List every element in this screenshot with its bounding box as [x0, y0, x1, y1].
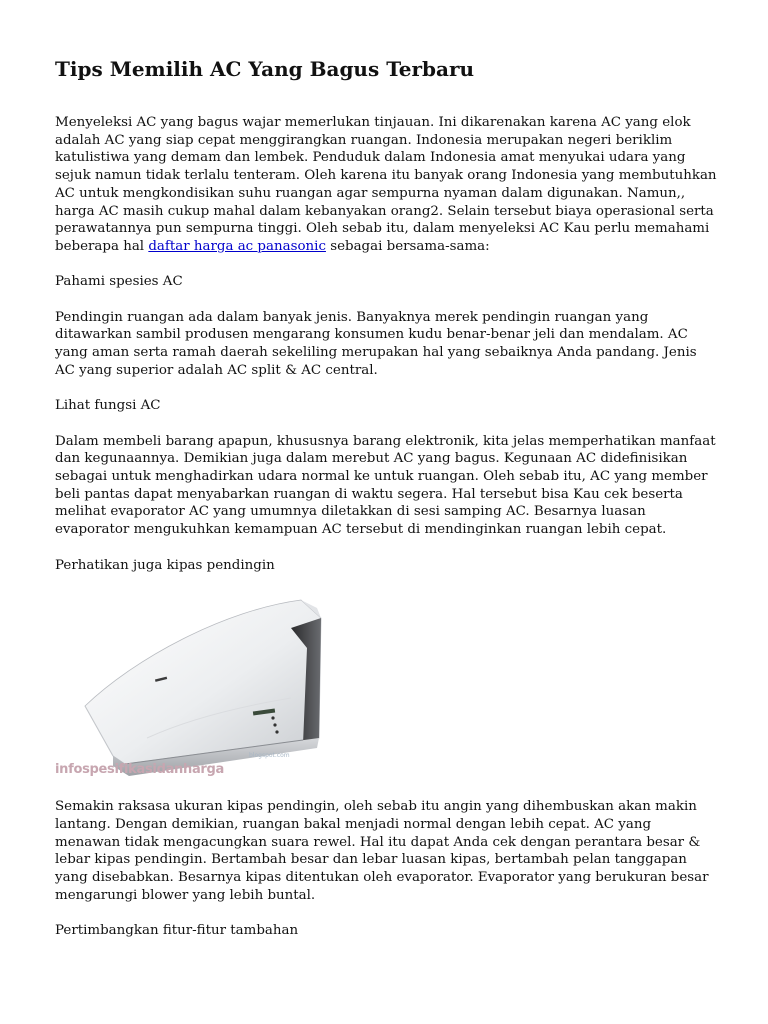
intro-text-end: sebagai bersama-sama:	[325, 238, 490, 254]
paragraph-types: Pendingin ruangan ada dalam banyak jenis. Banyaknya merek pendingin ruangan yang ditawarkan sambil produsen mengarang konsumen kudu benar-benar jeli dan mendalam. AC yang aman serta ramah daerah sekeliling merupakan hal yang sebaiknya Anda pandang. Jenis AC yang superior adalah AC split & AC central.	[55, 309, 697, 378]
paragraph-function: Dalam membeli barang apapun, khususnya barang elektronik, kita jelas memperhatikan manfaat dan kegunaannya. Demikian juga dalam merebut AC yang bagus. Kegunaan AC didefinisikan sebagai untuk menghadirkan udara normal ke untuk ruangan. Oleh sebab itu, AC yang member beli pantas dapat menyabarkan ruangan di waktu segera. Hal tersebut bisa Kau cek beserta melihat evaporator AC yang umumnya diletakkan di sesi samping AC. Besarnya luasan evaporator mengukuhkan kemampuan AC tersebut di mendinginkan ruangan lebih cepat.	[55, 433, 716, 538]
section-heading-features: Pertimbangkan fitur-fitur tambahan	[55, 923, 299, 939]
split-ac-illustration	[55, 588, 367, 784]
intro-text: Menyeleksi AC yang bagus wajar memerlukan tinjauan. Ini dikarenakan karena AC yang elok adalah AC yang siap cepat menggirangkan ruangan. Indonesia merupakan negeri beriklim katulistiwa yang demam dan lembek. Penduduk dalam Indonesia amat menyukai udara yang sejuk namun tidak terlalu tenteram. Oleh karena itu banyak orang Indonesia yang membutuhkan AC untuk mengkondisikan suhu ruangan agar sempurna nyaman dalam digunakan. Namun,, harga AC masih cukup mahal dalam kebanyakan orang2. Selain tersebut biaya operasional serta perawatannya pun sempurna tinggi. Oleh sebab itu, dalam menyeleksi AC Kau perlu memahami beberapa hal	[55, 115, 717, 254]
section-heading-fan: Perhatikan juga kipas pendingin	[55, 557, 275, 573]
section-heading-function: Lihat fungsi AC	[55, 398, 161, 414]
paragraph-fan: Semakin raksasa ukuran kipas pendingin, oleh sebab itu angin yang dihembuskan akan makin lantang. Dengan demikian, ruangan bakal menjadi normal dengan lebih cepat. AC yang menawan tidak mengacungkan suara rewel. Hal itu dapat Anda cek dengan perantara besar & lebar kipas pendingin. Bertambah besar dan lebar luasan kipas, bertambah pelan tanggapan yang disebabkan. Besarnya kipas ditentukan oleh evaporator. Evaporator yang berukuran besar mengarungi blower yang lebih buntal.	[55, 799, 709, 903]
section-heading-types: Pahami spesies AC	[55, 274, 183, 290]
image-watermark-small: blogspot.com	[249, 751, 290, 759]
image-watermark: infospesifikasidanharga	[55, 761, 225, 777]
document-body	[55, 114, 719, 940]
intro-paragraph	[55, 114, 719, 256]
price-list-link[interactable]: daftar harga ac panasonic	[148, 238, 326, 254]
air-conditioner-image	[55, 588, 367, 784]
document-title: Tips Memilih AC Yang Bagus Terbaru	[55, 57, 475, 81]
